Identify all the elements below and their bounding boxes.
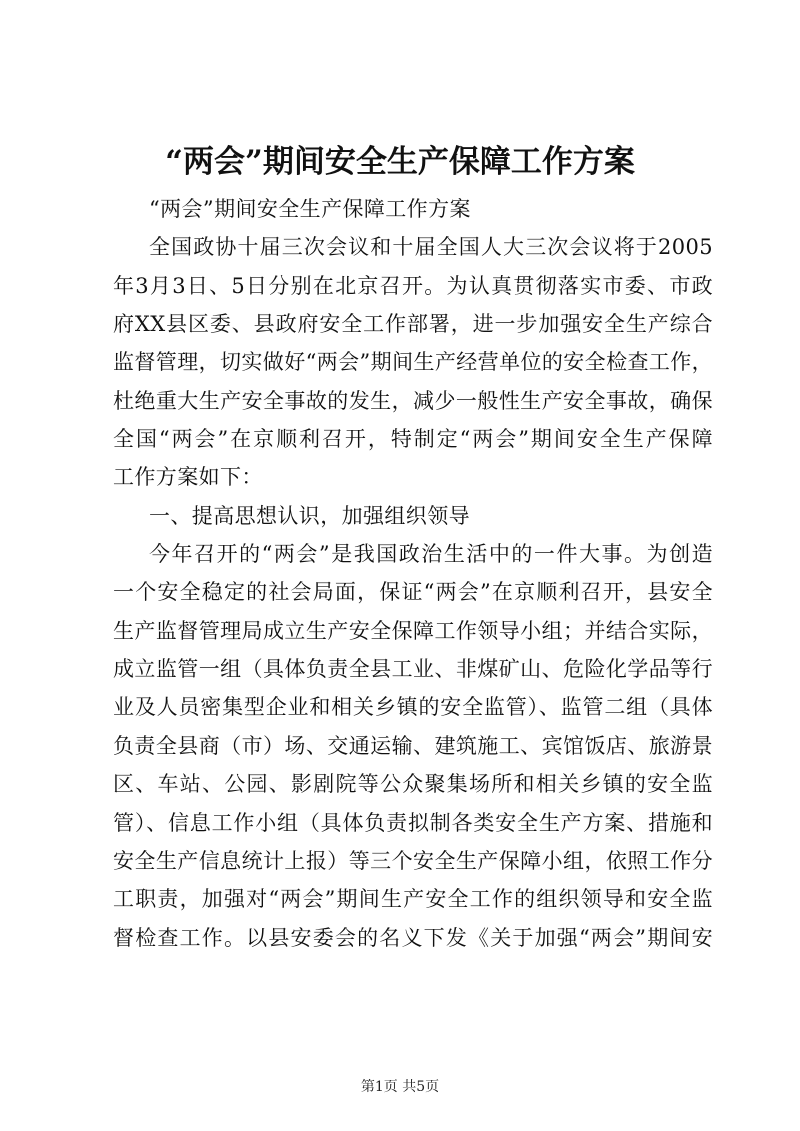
page-number-footer: 第1页 共5页 [360,1079,440,1095]
body-line: 今年召开的“两会”是我国政治生活中的一件大事。为创造 [149,542,713,567]
body-line: 督检查工作。以县安委会的名义下发《关于加强“两会”期间安 [113,925,713,950]
body-line: 杜绝重大生产安全事故的发生，减少一般性生产安全事故，确保 [113,388,713,413]
body-line: 年3月3日、5日分别在北京召开。为认真贯彻落实市委、市政 [113,273,713,298]
body-line: 生产监督管理局成立生产安全保障工作领导小组；并结合实际， [113,618,713,643]
body-line: 监督管理，切实做好“两会”期间生产经营单位的安全检查工作， [113,350,713,375]
body-line: 负责全县商（市）场、交通运输、建筑施工、宾馆饭店、旅游景 [113,733,713,758]
body-line: 业及人员密集型企业和相关乡镇的安全监管）、监管二组（具体 [113,695,713,720]
body-line: 府XX县区委、县政府安全工作部署，进一步加强安全生产综合 [113,312,713,337]
body-line: 一个安全稳定的社会局面，保证“两会”在京顺利召开，县安全 [113,580,713,605]
section-heading: 一、提高思想认识，加强组织领导 [149,503,470,528]
body-line: 全国政协十届三次会议和十届全国人大三次会议将于2005 [149,235,713,260]
body-line: 工职责，加强对“两会”期间生产安全工作的组织领导和安全监 [113,887,713,912]
body-line: 工作方案如下： [113,465,263,490]
document-title: “两会”期间安全生产保障工作方案 [165,144,635,180]
document-body [113,190,713,957]
body-line: 区、车站、公园、影剧院等公众聚集场所和相关乡镇的安全监 [113,772,713,797]
body-line: 全国“两会”在京顺利召开，特制定“两会”期间安全生产保障 [113,427,713,452]
body-line: 安全生产信息统计上报）等三个安全生产保障小组，依照工作分 [113,848,713,873]
body-line: 管）、信息工作小组（具体负责拟制各类安全生产方案、措施和 [113,810,713,835]
body-line: 成立监管一组（具体负责全县工业、非煤矿山、危险化学品等行 [113,657,713,682]
body-line: “两会”期间安全生产保障工作方案 [149,197,471,221]
